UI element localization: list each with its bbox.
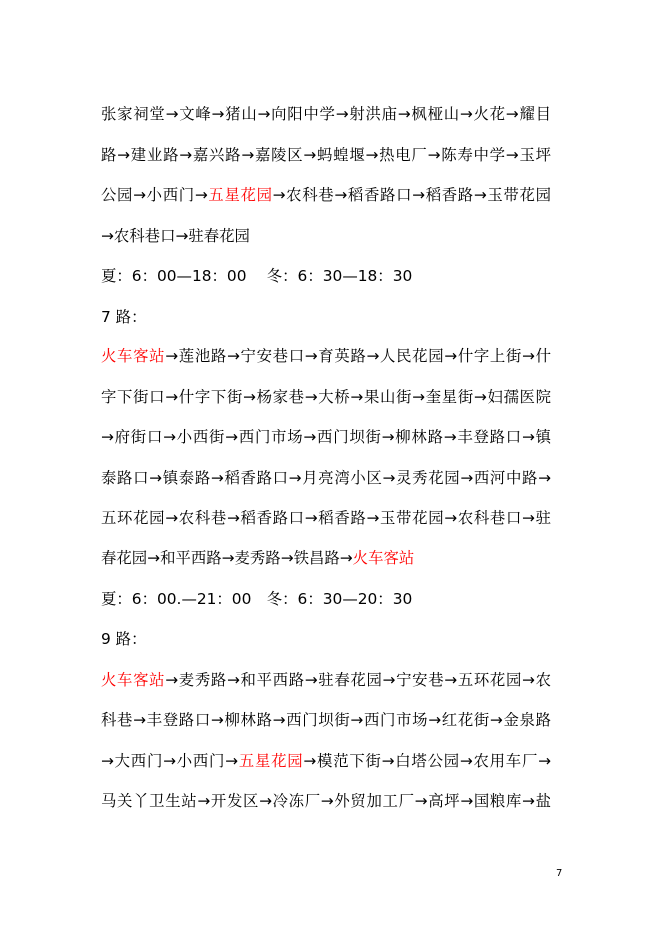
line-segment: →大西门→小西门→ — [101, 752, 239, 770]
text-line — [101, 628, 146, 650]
page-number: 7 — [556, 868, 563, 879]
line-segment: 夏：6：00.—21：00 冬：6：30—20：30 — [101, 590, 413, 608]
line-segment: 9 路： — [101, 630, 147, 648]
line-segment: 泰路口→镇泰路→稻香路口→月亮湾小区→灵秀花园→西河中路→ — [101, 469, 551, 487]
text-line — [101, 588, 412, 610]
line-segment: 春花园→和平西路→麦秀路→铁昌路→ — [101, 549, 353, 567]
text-line — [101, 144, 551, 166]
text-line — [101, 507, 551, 529]
line-segment: 马关丫卫生站→开发区→冷冻厂→外贸加工厂→高坪→国粮库→盐 — [101, 792, 551, 810]
highlighted-stop: 火车客站 — [101, 671, 166, 689]
line-segment: →模范下街→白塔公园→农用车厂→ — [303, 752, 551, 770]
text-line — [101, 345, 551, 367]
text-line — [101, 467, 551, 489]
line-segment: →农科巷→稻香路口→稻香路→玉带花园 — [272, 186, 551, 204]
highlighted-stop: 火车客站 — [352, 549, 415, 567]
text-line — [101, 103, 551, 125]
line-segment: 科巷→丰登路口→柳林路→西门坝街→西门市场→红花街→金泉路 — [101, 711, 551, 729]
text-line — [101, 790, 551, 812]
text-line — [101, 709, 551, 731]
line-segment: 字下街口→什字下街→杨家巷→大桥→果山街→奎星街→妇孺医院 — [101, 388, 551, 406]
line-segment: 公园→小西门→ — [101, 186, 208, 204]
highlighted-stop: 火车客站 — [101, 347, 166, 365]
line-segment: →府街口→小西街→西门市场→西门坝街→柳林路→丰登路口→镇 — [101, 428, 551, 446]
line-segment: 路→建业路→嘉兴路→嘉陵区→蚂蝗堰→热电厂→陈寿中学→玉坪 — [101, 146, 551, 164]
text-line — [101, 184, 551, 206]
text-line — [101, 386, 551, 408]
line-segment: 7 路： — [101, 308, 147, 326]
text-line — [101, 547, 414, 569]
line-segment: →农科巷口→驻春花园 — [101, 227, 250, 245]
highlighted-stop: 五星花园 — [238, 752, 304, 770]
text-line — [101, 669, 551, 691]
line-segment: →莲池路→宁安巷口→育英路→人民花园→什字上街→什 — [165, 347, 551, 365]
line-segment: 夏：6：00—18：00 冬：6：30—18：30 — [101, 267, 413, 285]
text-line — [101, 306, 146, 328]
text-line — [101, 225, 250, 247]
text-line — [101, 265, 412, 287]
line-segment: 张家祠堂→文峰→猪山→向阳中学→射洪庙→枫桠山→火花→耀目 — [101, 105, 551, 123]
line-segment: →麦秀路→和平西路→驻春花园→宁安巷→五环花园→农 — [165, 671, 551, 689]
line-segment: 五环花园→农科巷→稻香路口→稻香路→玉带花园→农科巷口→驻 — [101, 509, 551, 527]
highlighted-stop: 五星花园 — [207, 186, 273, 204]
text-line — [101, 750, 551, 772]
text-line — [101, 426, 551, 448]
